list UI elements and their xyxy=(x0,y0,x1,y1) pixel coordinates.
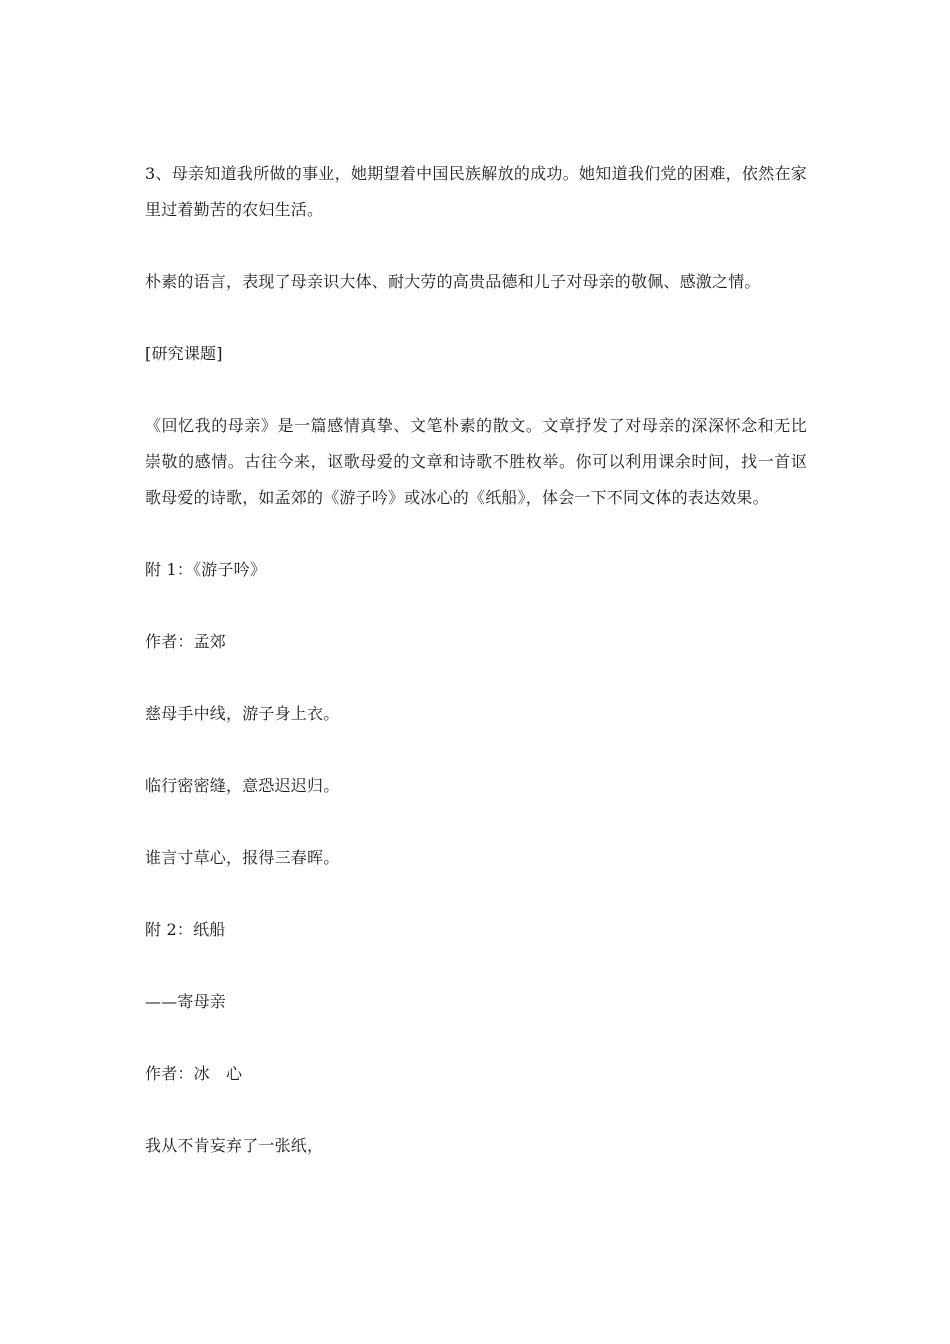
appendix2-subtitle: ——寄母亲 xyxy=(145,992,227,1011)
appendix1-author: 作者：孟郊 xyxy=(145,632,227,651)
poem-line: 谁言寸草心，报得三春晖。 xyxy=(145,848,340,867)
poem-line: 我从不肯妄弃了一张纸， xyxy=(145,1136,324,1155)
paragraph-mother-knew: 3、母亲知道我所做的事业，她期望着中国民族解放的成功。她知道我们党的困难，依然在家里过着勤苦的农妇生活。 xyxy=(145,164,807,219)
poem-line: 临行密密缝，意恐迟迟归。 xyxy=(145,776,340,795)
appendix2-heading: 附 2：纸船 xyxy=(145,920,226,939)
appendix2-author: 作者：冰 心 xyxy=(145,1064,243,1083)
appendix1-heading: 附 1：《游子吟》 xyxy=(145,560,267,579)
poem-line: 慈母手中线，游子身上衣。 xyxy=(145,704,340,723)
paragraph-research-topic: 《回忆我的母亲》是一篇感情真挚、文笔朴素的散文。文章抒发了对母亲的深深怀念和无比崇敬的感情。古往今来，讴歌母爱的文章和诗歌不胜枚举。你可以利用课余时间，找一首讴歌母爱的诗歌，如孟郊的《游子吟》或冰心的《纸船》，体会一下不同文体的表达效果。 xyxy=(145,416,807,507)
paragraph-plain-language: 朴素的语言，表现了母亲识大体、耐大劳的高贵品德和儿子对母亲的敬佩、感激之情。 xyxy=(145,272,761,291)
research-topic-heading: [研究课题] xyxy=(145,344,223,363)
document-body xyxy=(145,156,807,1200)
